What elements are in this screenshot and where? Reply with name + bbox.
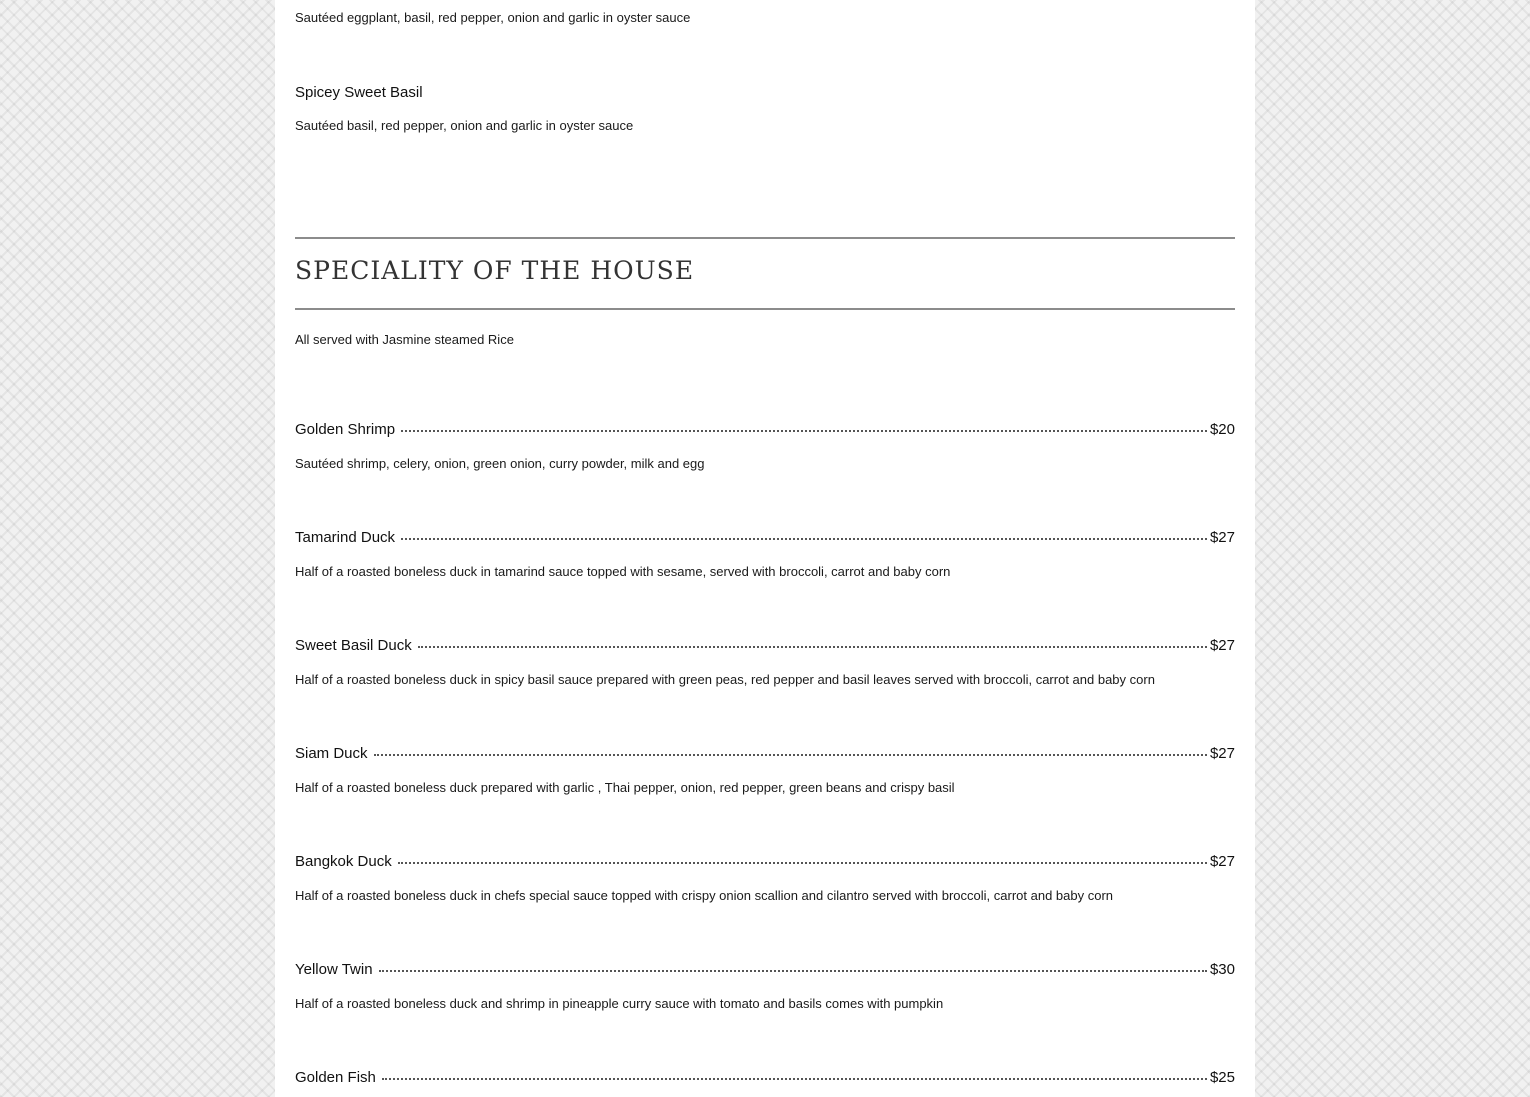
item-description: Half of a roasted boneless duck in spicy basil sauce prepared with green peas, red pepper and basil leaves served with broccoli, carrot and baby corn [295,672,1155,687]
item-description: Half of a roasted boneless duck in tamarind sauce topped with sesame, served with broccoli, carrot and baby corn [295,564,951,579]
dot-leader [382,1078,1207,1080]
item-price: $20 [1209,421,1235,438]
menu-item-row [295,853,1235,873]
section-title: SPECIALITY OF THE HOUSE [295,256,695,285]
item-name: Yellow Twin [295,961,373,978]
item-name: Bangkok Duck [295,853,392,870]
section-divider-bottom [295,308,1235,310]
item-price: $27 [1209,745,1235,762]
dot-leader [379,970,1207,972]
item-price: $25 [1209,1069,1235,1086]
section-divider-top [295,237,1235,239]
item-price: $30 [1209,961,1235,978]
dot-leader [401,430,1207,432]
item-name: Golden Shrimp [295,421,396,438]
item-description: Half of a roasted boneless duck prepared with garlic , Thai pepper, onion, red pepper, green beans and crispy basil [295,780,955,795]
item-description: Sautéed shrimp, celery, onion, green onion, curry powder, milk and egg [295,456,705,471]
item-price: $27 [1209,529,1235,546]
menu-item-row [295,637,1235,657]
menu-item-row [295,745,1235,765]
item-name: Tamarind Duck [295,529,396,546]
item-price: $27 [1209,853,1235,870]
item-name: Golden Fish [295,1069,376,1086]
dot-leader [401,538,1207,540]
item-name: Siam Duck [295,745,368,762]
menu-item-row [295,529,1235,549]
item-description: Half of a roasted boneless duck in chefs special sauce topped with crispy onion scallion and cilantro served with broccoli, carrot and baby corn [295,888,1113,903]
dot-leader [398,862,1207,864]
item-description: Sautéed eggplant, basil, red pepper, onion and garlic in oyster sauce [295,10,691,25]
item-name: Sweet Basil Duck [295,637,412,654]
dot-leader [418,646,1207,648]
menu-item-row [295,961,1235,981]
dot-leader [374,754,1207,756]
menu-item-row [295,1069,1235,1089]
item-price: $27 [1209,637,1235,654]
item-description: Sautéed basil, red pepper, onion and garlic in oyster sauce [295,118,634,133]
section-note: All served with Jasmine steamed Rice [295,332,514,347]
item-name: Spicey Sweet Basil [295,84,423,101]
item-description: Half of a roasted boneless duck and shrimp in pineapple curry sauce with tomato and basils comes with pumpkin [295,996,944,1011]
menu-page [275,0,1255,1097]
menu-item-row [295,421,1235,441]
